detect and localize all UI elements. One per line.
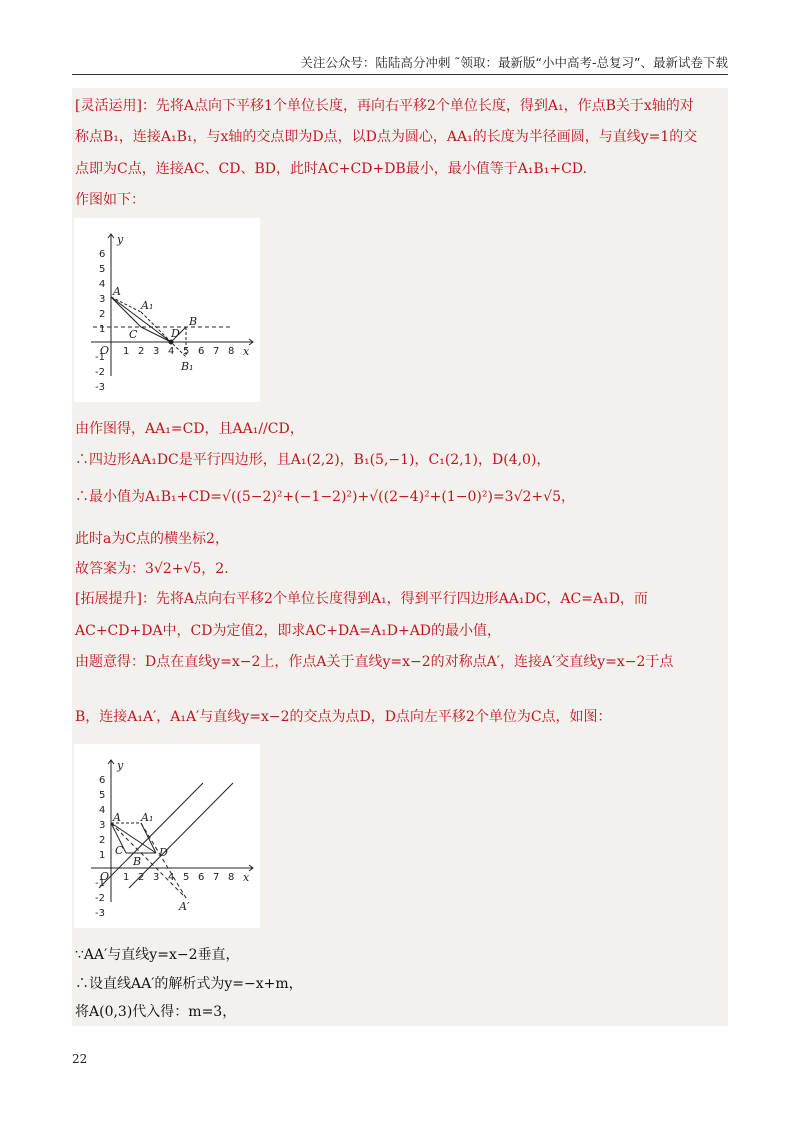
x-tick-label: 5 (183, 872, 190, 883)
text-line: AC+CD+DA中，CD为定值2，即求AC+DA=A₁D+AD的最小值， (75, 623, 502, 639)
point-label-d: D (159, 846, 168, 859)
text-line: ∴最小值为A₁B₁+CD=√((5−2)²+(−1−2)²)+√((2−4)²+(1−0)²)=3√2+√5， (75, 489, 575, 505)
x-tick-label: 2 (138, 346, 145, 357)
y-tick-label: 5 (99, 790, 106, 801)
point-label-d: D (171, 327, 180, 340)
point-label-b1: B₁ (181, 360, 194, 373)
x-tick-label: 3 (153, 872, 160, 883)
origin-label: O (100, 344, 110, 357)
x-tick-label: 7 (213, 872, 220, 883)
y-tick-label: 2 (99, 835, 106, 846)
y-tick-label: 3 (99, 294, 106, 305)
text-line: [拓展提升]：先将A点向右平移2个单位长度得到A₁，得到平行四边形AA₁DC，AC=A₁D，而 (75, 591, 648, 607)
point-label-b: B (189, 315, 198, 328)
text-line: 称点B₁，连接A₁B₁，与x轴的交点即为D点，以D点为圆心，AA₁的长度为半径画圆，与直线y=1的交 (75, 129, 698, 145)
text-line: 此时a为C点的横坐标2， (75, 531, 229, 547)
origin-label: O (100, 870, 110, 883)
x-axis-label: x (243, 871, 250, 884)
y-tick-label: -1 (95, 352, 105, 363)
y-tick-label: 3 (99, 820, 106, 831)
y-tick-label: 6 (99, 249, 106, 260)
text-line: B，连接A₁A′，A₁A′与直线y=x−2的交点为点D，D点向左平移2个单位为C点，如图： (75, 709, 612, 725)
text-line: 作图如下： (75, 192, 145, 208)
y-tick-label: 4 (99, 279, 106, 290)
y-tick-label: 2 (99, 309, 106, 320)
y-tick-label: -1 (95, 878, 105, 889)
x-axis-label: x (243, 345, 250, 358)
coordinate-figure-1 (74, 218, 260, 402)
text-line: 将A(0,3)代入得：m=3， (75, 1004, 237, 1020)
y-tick-label: 6 (99, 775, 106, 786)
page-header: 关注公众号：陆陆高分冲刺 ˜领取：最新版“小中高考-总复习”、最新试卷下载 (72, 52, 728, 75)
text-line: ∵AA′与直线y=x−2垂直， (75, 947, 240, 963)
x-tick-label: 4 (168, 872, 175, 883)
y-axis-label: y (117, 759, 124, 772)
x-tick-label: 1 (123, 346, 130, 357)
text-line: 由作图得，AA₁=CD，且AA₁//CD， (75, 421, 304, 437)
y-tick-label: 4 (99, 805, 106, 816)
page-number: 22 (72, 1052, 88, 1066)
y-tick-label: 1 (99, 850, 106, 861)
y-tick-label: -2 (95, 367, 105, 378)
x-tick-label: 4 (168, 346, 175, 357)
solution-content (72, 88, 728, 1026)
x-tick-label: 8 (228, 872, 235, 883)
y-tick-label: 1 (99, 324, 106, 335)
text-line: 点即为C点，连接AC、CD、BD，此时AC+CD+DB最小，最小值等于A₁B₁+CD. (75, 161, 587, 177)
point-label-a: A (113, 285, 121, 298)
point-label-b: B (133, 855, 142, 868)
x-tick-label: 5 (183, 346, 190, 357)
x-tick-label: 3 (153, 346, 160, 357)
coordinate-figure-2 (74, 744, 260, 928)
x-tick-label: 6 (198, 872, 205, 883)
y-tick-label: -3 (95, 908, 105, 919)
x-tick-label: 2 (138, 872, 145, 883)
x-tick-label: 8 (228, 346, 235, 357)
text-line: ∴设直线AA′的解析式为y=−x+m， (75, 976, 303, 992)
y-tick-label: 5 (99, 264, 106, 275)
point-label-c: C (129, 328, 138, 341)
text-line: [灵活运用]：先将A点向下平移1个单位长度，再向右平移2个单位长度，得到A₁，作点B关于x轴的对 (75, 98, 694, 114)
point-label-a: A (113, 811, 121, 824)
text-line: 由题意得：D点在直线y=x−2上，作点A关于直线y=x−2的对称点A′，连接A′交直线y=x−2于点 (75, 654, 674, 670)
x-tick-label: 1 (123, 872, 130, 883)
y-axis-label: y (117, 233, 124, 246)
x-tick-label: 7 (213, 346, 220, 357)
point-label-a1: A₁ (141, 811, 154, 824)
text-line: ∴四边形AA₁DC是平行四边形，且A₁(2,2)，B₁(5,−1)，C₁(2,1)，D(4,0)， (75, 452, 551, 468)
point-label-aprime: A′ (179, 900, 190, 913)
y-tick-label: -2 (95, 893, 105, 904)
text-line: 故答案为：3√2+√5，2. (75, 561, 229, 577)
y-tick-label: -3 (95, 382, 105, 393)
point-label-c: C (115, 844, 124, 857)
point-label-a1: A₁ (141, 299, 154, 312)
x-tick-label: 6 (198, 346, 205, 357)
